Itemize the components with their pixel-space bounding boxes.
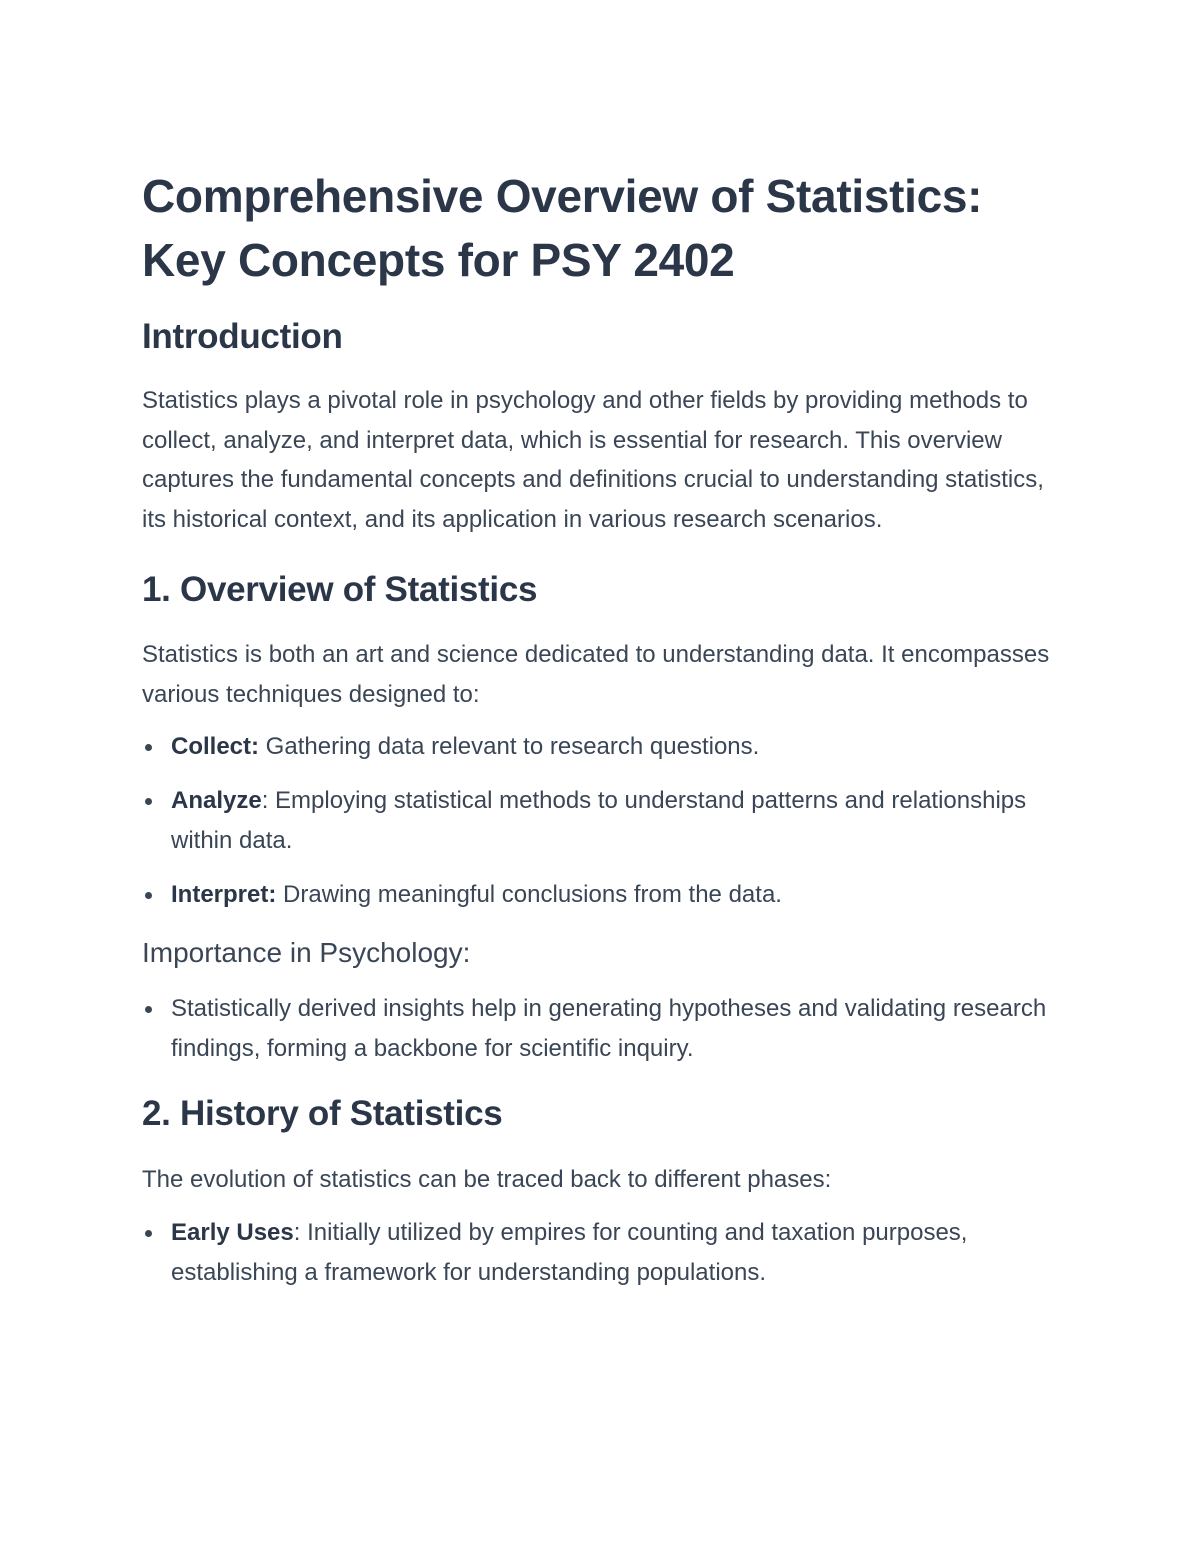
description-interpret: Drawing meaningful conclusions from the data. [276,881,782,908]
overview-heading: 1. Overview of Statistics [142,570,538,609]
introduction-paragraph: Statistics plays a pivotal role in psychology and other fields by providing methods to collect, analyze, and interpret data, which is essential for research. This overview captures the fundamental concepts and definitions crucial to understanding statistics, its historical context, and its application in various research scenarios. [142,387,1044,533]
list-item-early-uses [142,1213,1062,1293]
list-item-analyze [142,781,1062,861]
description-collect: Gathering data relevant to research questions. [259,733,760,760]
document-page [142,164,1062,1293]
document-title: Comprehensive Overview of Statistics: Key Concepts for PSY 2402 [142,170,983,286]
term-analyze: Analyze [171,787,262,814]
list-item-collect [142,727,1062,767]
history-paragraph: The evolution of statistics can be traced back to different phases: [142,1166,832,1193]
introduction-heading: Introduction [142,317,343,356]
term-separator: : [293,1218,301,1246]
importance-list [142,989,1062,1069]
term-separator: : [268,881,277,908]
term-interpret: Interpret [171,881,269,908]
description-early-uses: Initially utilized by empires for counting and taxation purposes, establishing a framework for understanding populations. [171,1218,968,1286]
description-analyze: Employing statistical methods to understand patterns and relationships within data. [171,787,1027,854]
list-item-interpret [142,875,1062,915]
term-collect: Collect [171,733,252,760]
term-early-uses: Early Uses [171,1218,294,1246]
history-phase-list [142,1213,1062,1293]
overview-paragraph: Statistics is both an art and science dedicated to understanding data. It encompasses various techniques designed to: [142,641,1050,708]
list-item-importance: Statistically derived insights help in generating hypotheses and validating research findings, forming a backbone for scientific inquiry. [142,989,1062,1069]
term-separator: : [261,787,269,814]
overview-technique-list [142,727,1062,915]
term-separator: : [251,733,260,760]
history-heading: 2. History of Statistics [142,1094,503,1133]
importance-heading: Importance in Psychology: [142,937,471,968]
